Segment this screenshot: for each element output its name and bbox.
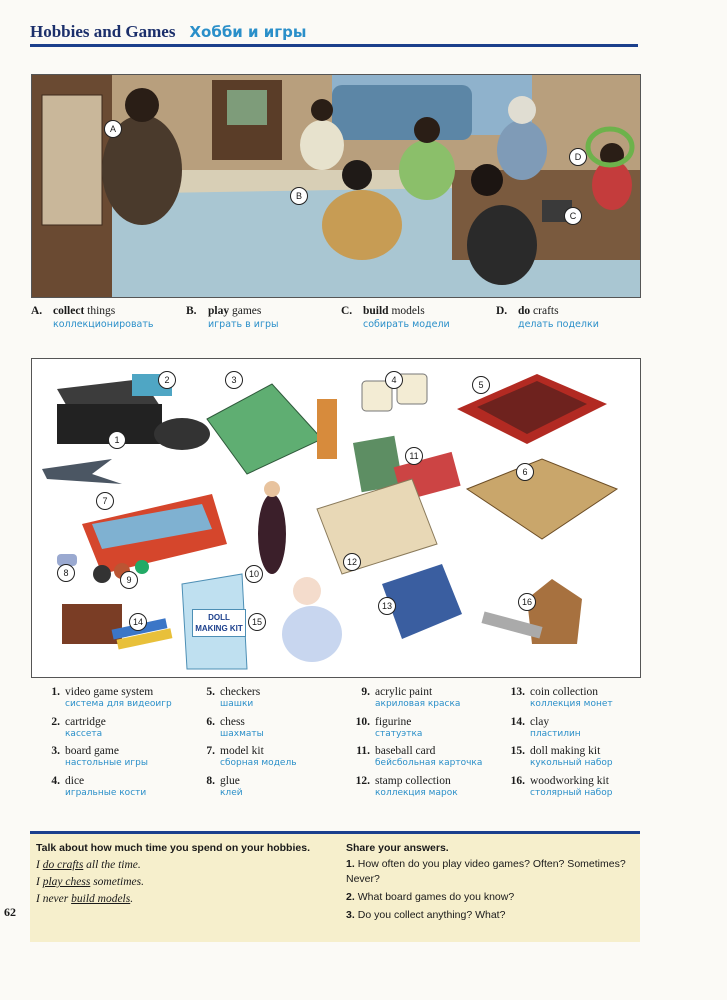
example-text: all the time. [83,859,141,871]
item-russian: настольные игры [65,758,148,768]
item-russian: столярный набор [530,787,613,798]
item-russian: акриловая краска [375,699,461,709]
item-number: 11. [356,745,370,757]
vocab-column [503,686,653,804]
item-english: model kit [220,745,264,757]
scene-label-c: C [564,207,582,225]
item-russian: сборная модель [220,758,297,768]
item-russian: кукольный набор [530,758,613,768]
item-russian: бейсбольная карточка [375,758,483,768]
vocab-column [38,686,188,804]
verb-letter: C. [341,305,353,317]
item-number-14: 14 [129,613,147,631]
item-english: cartridge [65,715,106,728]
item-number: 6. [206,715,215,728]
hobby-items-illustration [31,358,641,678]
item-number: 15. [510,745,525,757]
item-russian: коллекция марок [375,787,458,798]
item-english: board game [65,745,119,757]
item-number: 3. [51,745,60,757]
item-english: clay [530,715,550,728]
item-number: 4. [51,774,60,787]
example-underlined: build models [71,893,131,905]
hobbies-scene-illustration [31,74,641,298]
item-number-1: 1 [108,431,126,449]
example-underlined: play chess [42,876,91,888]
item-number-16: 16 [518,593,536,611]
item-english: doll making kit [530,745,601,757]
example-text: sometimes. [90,876,144,888]
list-item [503,775,653,805]
question-3 [346,908,636,923]
item-russian: статуэтка [375,728,423,739]
verb-word: collect [53,305,85,317]
verb-caption-d [496,305,646,330]
item-english: baseball card [375,745,436,757]
question-2 [346,890,636,905]
page-title: Hobbies and Games [30,22,176,41]
vocab-column [348,686,498,804]
item-number: 7. [206,745,215,757]
talk-example-1 [36,857,336,874]
item-english: video game system [65,686,154,698]
item-number: 10. [355,715,370,728]
item-english: stamp collection [375,774,451,787]
verb-caption-a [31,305,181,330]
verb-letter: B. [186,305,197,317]
vocabulary-list [38,686,638,806]
item-number-15: 15 [248,613,266,631]
example-text: I never [36,893,72,905]
list-item [38,775,188,805]
item-number: 2. [51,715,60,728]
item-number-3: 3 [225,371,243,389]
item-number: 16. [510,774,525,787]
item-number: 13. [510,686,525,698]
item-number: 1. [51,686,60,698]
item-russian: коллекция монет [530,699,613,709]
item-number-8: 8 [57,564,75,582]
page-title-russian: Хобби и игры [189,23,307,41]
item-number: 8. [206,774,215,787]
verb-russian: играть в игры [208,319,279,330]
page-number: 62 [4,905,16,919]
list-item [193,745,343,775]
verb-word: build [363,305,389,317]
question-number: 3. [346,909,355,921]
question-text: How often do you play video games? Often? Sometimes? Never? [346,858,626,885]
verb-letter: D. [496,305,508,317]
item-russian: пластилин [530,728,581,739]
scene-label-b: B [290,187,308,205]
list-item [193,686,343,716]
item-number-13: 13 [378,597,396,615]
item-number-12: 12 [343,553,361,571]
question-number: 2. [346,891,355,903]
item-russian: система для видеоигр [65,699,172,709]
item-english: dice [65,774,85,787]
item-russian: игральные кости [65,787,147,798]
item-russian: кассета [65,728,103,739]
item-number: 9. [361,686,370,698]
item-russian: клей [220,787,243,798]
verb-russian: собирать модели [363,319,450,330]
doll-kit-box-label: DOLL MAKING KIT [192,609,246,637]
verb-object: models [391,305,425,317]
list-item [348,775,498,805]
scene-label-d: D [569,148,587,166]
item-english: coin collection [530,686,599,698]
item-english: acrylic paint [375,686,433,698]
verb-object: games [231,305,262,317]
talk-example-2 [36,874,336,891]
talk-heading: Talk about how much time you spend on your hobbies. [36,842,310,854]
list-item [348,716,498,746]
list-item [193,775,343,805]
header-rule [30,44,638,47]
share-section [346,842,636,926]
item-number-6: 6 [516,463,534,481]
verb-caption-c [341,305,491,330]
item-english: figurine [375,715,412,728]
example-text: I [36,876,43,888]
item-number-10: 10 [245,565,263,583]
item-russian: шашки [220,699,254,709]
verb-captions [31,305,651,345]
question-text: Do you collect anything? What? [357,909,506,921]
question-text: What board games do you know? [357,891,515,903]
verb-word: play [208,305,230,317]
verb-russian: коллекционировать [53,319,154,330]
list-item [348,745,498,775]
list-item [38,745,188,775]
list-item [348,686,498,716]
item-number-4: 4 [385,371,403,389]
share-heading: Share your answers. [346,842,449,854]
item-number-11: 11 [405,447,423,465]
item-number-5: 5 [472,376,490,394]
list-item [38,716,188,746]
scene-label-a: A [104,120,122,138]
question-number: 1. [346,858,355,870]
example-text: I [36,859,43,871]
item-number-7: 7 [96,492,114,510]
item-english: chess [220,715,245,728]
example-text: . [130,893,134,905]
list-item [503,716,653,746]
verb-caption-b [186,305,336,330]
verb-russian: делать поделки [518,319,599,330]
list-item [503,745,653,775]
item-number: 14. [510,715,525,728]
verb-word: do [518,305,531,317]
item-number-2: 2 [158,371,176,389]
list-item [503,686,653,716]
verb-object: crafts [533,305,559,317]
talk-example-3 [36,891,336,908]
verb-object: things [87,305,116,317]
item-russian: шахматы [220,728,264,739]
vocab-column [193,686,343,804]
discussion-panel [30,831,640,942]
item-english: checkers [220,686,261,698]
item-english: woodworking kit [530,774,609,787]
item-number: 12. [355,774,370,787]
item-number: 5. [206,686,215,698]
item-number-9: 9 [120,571,138,589]
example-underlined: do crafts [42,859,84,871]
item-english: glue [220,774,240,787]
list-item [193,716,343,746]
page-header [30,22,638,44]
question-1 [346,857,636,887]
talk-section [36,842,336,908]
verb-letter: A. [31,305,43,317]
list-item [38,686,188,716]
